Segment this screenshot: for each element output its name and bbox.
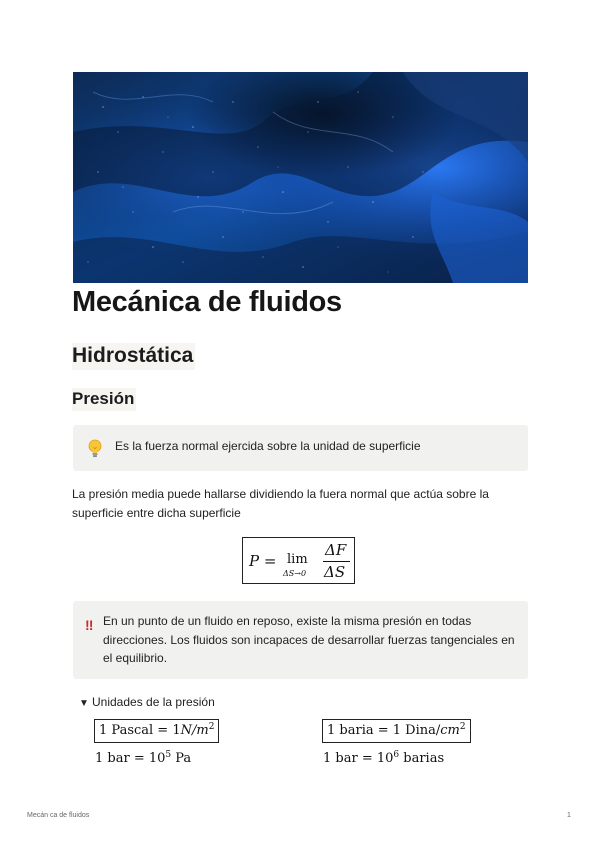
barias-exp: 6 (393, 750, 400, 760)
formula-lhs: P = (249, 552, 277, 570)
note-callout (73, 601, 528, 679)
barias-lhs: 1 bar = 10 (323, 751, 394, 766)
toggle-label: Unidades de la presión (92, 695, 215, 709)
toggle-units[interactable] (79, 695, 215, 709)
pascal-var: N/m (180, 723, 209, 738)
page-title: Mecánica de fluidos (72, 286, 342, 318)
barias-unit: barias (399, 751, 445, 766)
formula-limit-sub: ΔS→0 (283, 569, 307, 578)
heading-hidrostatica: Hidrostática (72, 343, 195, 370)
abstract-blue-marble-art (73, 72, 528, 283)
callout-text: Es la fuerza normal ejercida sobre la unidad de superficie (115, 439, 421, 453)
pressure-formula (242, 537, 355, 584)
pascal-exp: 2 (208, 722, 215, 732)
formula-fraction-bar (323, 561, 350, 562)
formula-baria (322, 719, 471, 743)
bar-unit: Pa (171, 751, 192, 766)
formula-bar-pa (95, 751, 191, 766)
triangle-down-icon[interactable]: ▼ (79, 698, 89, 709)
formula-pascal (94, 719, 219, 743)
bar-lhs: 1 bar = 10 (95, 751, 166, 766)
body-paragraph: La presión media puede hallarse dividiendo la fuera normal que actúa sobre la superficie entre dicha superficie (72, 487, 489, 520)
formula-denominator: ΔS (324, 563, 346, 581)
callout-text: En un punto de un fluido en reposo, existe la misma presión en todas direcciones. Los fluidos son incapaces de desarrollar fuerzas tangenciales en el equilibrio. (103, 614, 515, 665)
formula-numerator: ΔF (325, 541, 347, 559)
baria-lhs: 1 baria = 1 Dina/ (327, 723, 441, 738)
baria-exp: 2 (459, 722, 466, 732)
lightbulb-icon (87, 439, 103, 464)
baria-var: cm (440, 723, 460, 738)
formula-lim: lim (287, 552, 308, 567)
cover-image (73, 72, 528, 283)
definition-callout (73, 425, 528, 471)
formula-bar-barias (323, 751, 444, 766)
heading-presion: Presión (72, 388, 136, 411)
pascal-lhs: 1 Pascal = 1 (99, 723, 181, 738)
double-exclamation-icon: ‼ (85, 617, 93, 633)
footer-page-number: 1 (567, 812, 571, 819)
bar-exp: 5 (165, 750, 172, 760)
footer-doc-title: Mecán ca de fluidos (27, 812, 90, 819)
